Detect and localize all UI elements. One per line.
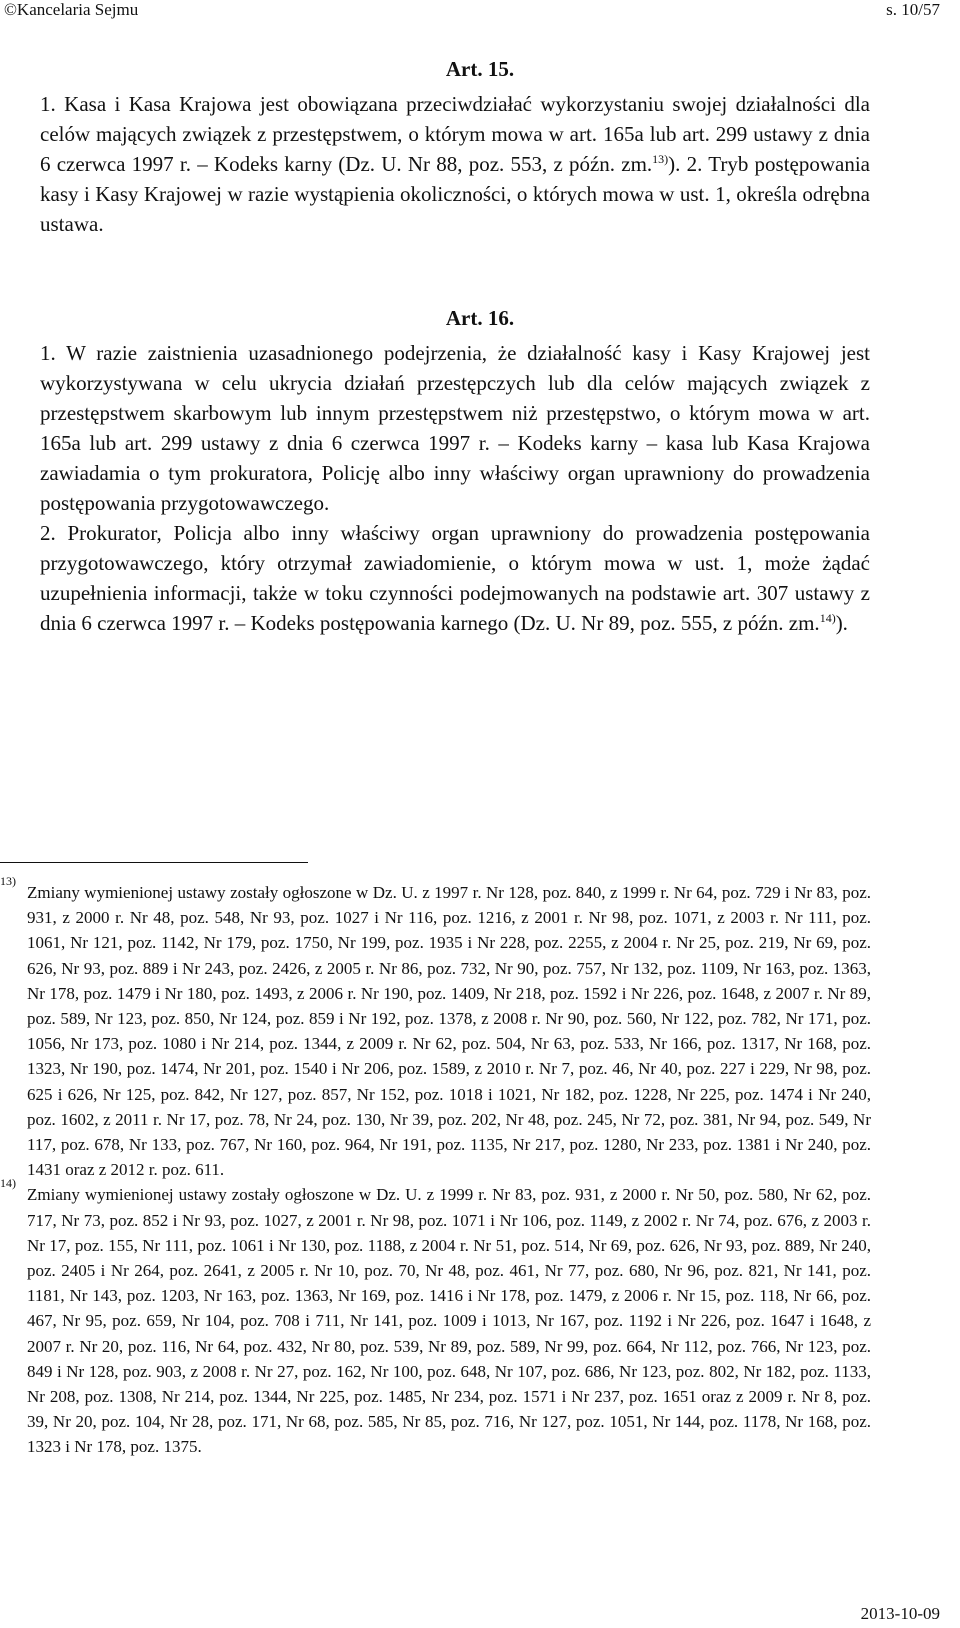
paragraph-text: Kasa i Kasa Krajowa jest obowiązana przeciwdziałać wykorzystaniu swojej działalności dla celów mających związek z przestępstwem, o którym mowa w art. 165a lub art. 299 ustawy z dnia 6 czerwca 1997 r. – Kodeks karny (Dz. U. Nr 88, poz. 553, z późn. zm. bbox=[40, 92, 870, 176]
paragraph-text: Prokurator, Policja albo inny właściwy organ uprawniony do prowadzenia postępowania przygotowawczego, który otrzymał zawiadomienie, o którym mowa w ust. 1, może żądać uzupełnienia informacji, także w toku czynności podejmowanych na podstawie art. 307 ustawy z dnia 6 czerwca 1997 r. – Kodeks postępowania karnego (Dz. U. Nr 89, poz. 555, z późn. zm. bbox=[40, 521, 870, 635]
article-16-title: Art. 16. bbox=[445, 306, 515, 330]
article-15-paragraph-1 bbox=[40, 89, 870, 239]
document-date: 2013-10-09 bbox=[860, 1604, 940, 1623]
paragraph-number: 2. bbox=[40, 521, 56, 545]
article-15-title: Art. 15. bbox=[445, 57, 515, 81]
article-16-paragraph-2 bbox=[40, 518, 870, 638]
paragraph-end: ). bbox=[835, 611, 848, 635]
article-16-body bbox=[40, 338, 870, 638]
footnote-14 bbox=[0, 1176, 871, 1459]
paragraph-number: 1. bbox=[40, 341, 56, 365]
footnote-mark: 13) bbox=[0, 874, 16, 888]
footnote-text: Zmiany wymienionej ustawy zostały ogłoszone w Dz. U. z 1997 r. Nr 128, poz. 840, z 1999 r. Nr 64, poz. 729 i Nr 83, poz. 931, z 2000 r. Nr 48, poz. 548, Nr 93, poz. 1027 i Nr 116, poz. 1216, z 2001 r. Nr 98, poz. 1071, z 2003 r. Nr 111, poz. 1061, Nr 121, poz. 1142, Nr 179, poz. 1750, Nr 199, poz. 1935 i Nr 228, poz. 2255, z 2004 r. Nr 25, poz. 219, Nr 69, poz. 626, Nr 93, poz. 889 i Nr 243, poz. 2426, z 2005 r. Nr 86, poz. 732, Nr 90, poz. 757, Nr 132, poz. 1109, Nr 163, poz. 1363, Nr 178, poz. 1479 i Nr 180, poz. 1493, z 2006 r. Nr 190, poz. 1409, Nr 218, poz. 1592 i Nr 226, poz. 1648, z 2007 r. Nr 89, poz. 589, Nr 123, poz. 850, Nr 124, poz. 859 i Nr 192, poz. 1378, z 2008 r. Nr 90, poz. 560, Nr 122, poz. 782, Nr 171, poz. 1056, Nr 173, poz. 1080 i Nr 214, poz. 1344, z 2009 r. Nr 62, poz. 504, Nr 63, poz. 533, Nr 166, poz. 1317, Nr 168, poz. 1323, Nr 190, poz. 1474, Nr 201, poz. 1540 i Nr 206, poz. 1589, z 2010 r. Nr 7, poz. 46, Nr 40, poz. 227 i 229, Nr 98, poz. 625 i 626, Nr 125, poz. 842, Nr 127, poz. 857, Nr 152, poz. 1018 i 1021, Nr 182, poz. 1228, Nr 225, poz. 1474 i Nr 240, poz. 1602, z 2011 r. Nr 17, poz. 78, Nr 24, poz. 130, Nr 39, poz. 202, Nr 48, poz. 245, Nr 72, poz. 381, Nr 94, poz. 549, Nr 117, poz. 678, Nr 133, poz. 767, Nr 160, poz. 964, Nr 191, poz. 1135, Nr 217, poz. 1280, Nr 233, poz. 1381 i Nr 240, poz. 1431 oraz z 2012 r. poz. 611. bbox=[27, 883, 871, 1180]
paragraph-end: ). bbox=[668, 152, 681, 176]
footnote-text: Zmiany wymienionej ustawy zostały ogłoszone w Dz. U. z 1999 r. Nr 83, poz. 931, z 2000 r. Nr 50, poz. 580, Nr 62, poz. 717, Nr 73, poz. 852 i Nr 93, poz. 1027, z 2001 r. Nr 98, poz. 1071 i Nr 106, poz. 1149, z 2002 r. Nr 74, poz. 676, z 2003 r. Nr 17, poz. 155, Nr 111, poz. 1061 i Nr 130, poz. 1188, z 2004 r. Nr 51, poz. 514, Nr 69, poz. 626, Nr 93, poz. 889, Nr 240, poz. 2405 i Nr 264, poz. 2641, z 2005 r. Nr 10, poz. 70, Nr 48, poz. 461, Nr 77, poz. 680, Nr 96, poz. 821, Nr 141, poz. 1181, Nr 143, poz. 1203, Nr 163, poz. 1363, Nr 169, poz. 1416 i Nr 178, poz. 1479, z 2006 r. Nr 15, poz. 118, Nr 66, poz. 467, Nr 95, poz. 659, Nr 104, poz. 708 i 711, Nr 141, poz. 1009 i 1013, Nr 167, poz. 1192 i Nr 226, poz. 1647 i 1648, z 2007 r. Nr 20, poz. 116, Nr 64, poz. 432, Nr 80, poz. 539, Nr 89, poz. 589, Nr 99, poz. 664, Nr 112, poz. 766, Nr 123, poz. 849 i Nr 128, poz. 903, z 2008 r. Nr 27, poz. 162, Nr 100, poz. 648, Nr 107, poz. 686, Nr 123, poz. 802, Nr 182, poz. 1133, Nr 208, poz. 1308, Nr 214, poz. 1344, Nr 225, poz. 1485, Nr 234, poz. 1571 i Nr 237, poz. 1651 oraz z 2009 r. Nr 8, poz. 39, Nr 20, poz. 104, Nr 28, poz. 171, Nr 68, poz. 585, Nr 85, poz. 716, Nr 127, poz. 1051, Nr 144, poz. 1178, Nr 168, poz. 1323 i Nr 178, poz. 1375. bbox=[27, 1185, 871, 1457]
page-number: s. 10/57 bbox=[886, 0, 940, 19]
article-15-body bbox=[40, 89, 870, 239]
paragraph-text: W razie zaistnienia uzasadnionego podejrzenia, że działalność kasy i Kasy Krajowej jest wykorzystywana w celu ukrycia działań przestępczych lub dla celów mających związek z przestępstwem skarbowym lub innym przestępstwem niż przestępstwo, o którym mowa w art. 165a lub art. 299 ustawy z dnia 6 czerwca 1997 r. – Kodeks karny – kasa lub Kasa Krajowa zawiadamia o tym prokuratora, Policję albo inny właściwy organ uprawniony do prowadzenia postępowania przygotowawczego. bbox=[40, 341, 870, 515]
footnote-13 bbox=[0, 874, 871, 1182]
footnote-ref-13[interactable]: 13) bbox=[652, 152, 669, 166]
footnote-ref-14[interactable]: 14) bbox=[819, 611, 836, 625]
footnotes bbox=[0, 874, 871, 1460]
copyright-header: ©Kancelaria Sejmu bbox=[4, 0, 139, 19]
article-16-paragraph-1 bbox=[40, 338, 870, 518]
paragraph-number: 2. bbox=[686, 152, 703, 176]
footnote-separator bbox=[0, 862, 308, 863]
paragraph-text: Tryb postępowania kasy i Kasy Krajowej w razie wystąpienia okoliczności, o których mowa w ust. 1, określa odrębna ustawa. bbox=[40, 152, 870, 236]
paragraph-number: 1. bbox=[40, 92, 56, 116]
footnote-mark: 14) bbox=[0, 1176, 16, 1191]
